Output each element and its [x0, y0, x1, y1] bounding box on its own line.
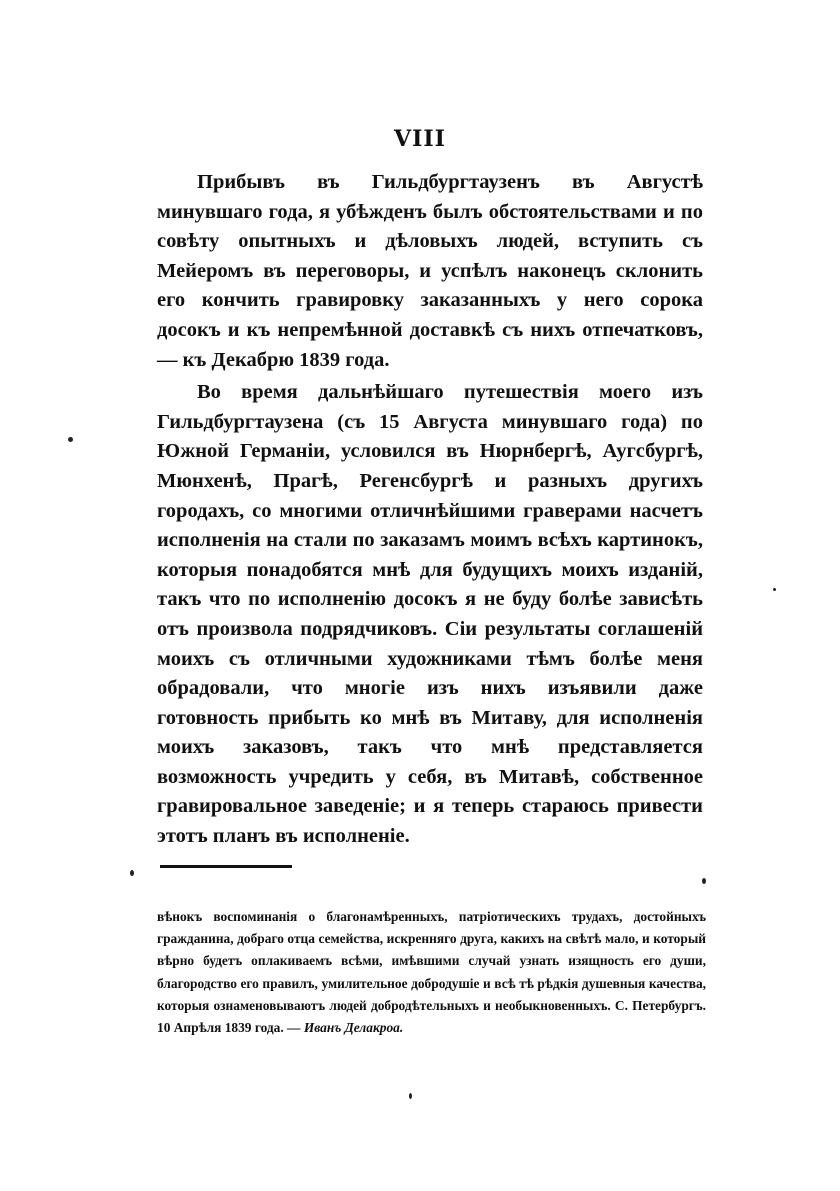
- page-number: VIII: [394, 126, 446, 152]
- scan-speck: [409, 1093, 412, 1099]
- paragraph-2: Во время дальнѣйшаго путешествія моего изъ Гильдбургтаузена (съ 15 Августа минувшаго года) по Южной Германіи, условился въ Нюрнбергѣ, Аугсбургѣ, Мюнхенѣ, Прагѣ, Регенсбургѣ и разныхъ другихъ городахъ, со многими отличнѣйшими граверами насчетъ исполненія на стали по заказамъ моимъ всѣхъ картинокъ, которыя понадобятся мнѣ для будущихъ моихъ изданій, такъ что по исполненію досокъ я не буду болѣе зависѣть отъ произвола подрядчиковъ. Сіи результаты соглашеній моихъ съ отличными художниками тѣмъ болѣе меня обрадовали, что многіе изъ нихъ изъявили даже готовность прибыть ко мнѣ въ Митаву, для исполненія моихъ заказовъ, такъ что мнѣ представляется возможность учредить у себя, въ Митавѣ, собственное гравировальное заведеніе; и я теперь стараюсь привести этотъ планъ въ исполненіе.: [157, 381, 703, 848]
- footnote-signature: Иванъ Делакроа.: [303, 1020, 404, 1036]
- footnote: [157, 906, 706, 1039]
- footnote-divider: [160, 865, 292, 868]
- scan-speck: [130, 870, 134, 876]
- footnote-text: вѣнокъ воспоминанія о благонамѣренныхъ, патріотическихъ трудахъ, достойныхъ гражданина, добраго отца семейства, искренняго друга, какихъ на свѣтѣ мало, и который вѣрно будетъ оплакиваемъ всѣми, имѣвшими случай узнать изящность его души, благородство его правилъ, умилительное добродушіе и всѣ тѣ рѣдкія душевныя качества, которыя ознаменовываютъ людей добродѣтельныхъ и необыкновенныхъ. С. Петербургъ. 10 Апрѣля 1839 года. —: [157, 909, 706, 1036]
- paragraph-1: Прибывъ въ Гильдбургтаузенъ въ Августѣ минувшаго года, я убѣжденъ былъ обстоятельствами и по совѣту опытныхъ и дѣловыхъ людей, вступить съ Мейеромъ въ переговоры, и успѣлъ наконецъ склонить его кончить гравировку заказанныхъ у него сорока досокъ и къ непремѣнной доставкѣ съ нихъ отпечатковъ, — къ Декабрю 1839 года.: [157, 171, 703, 371]
- scan-speck: [773, 588, 776, 591]
- main-text: [157, 168, 703, 855]
- scan-speck: [68, 437, 73, 442]
- scan-speck: [702, 878, 706, 884]
